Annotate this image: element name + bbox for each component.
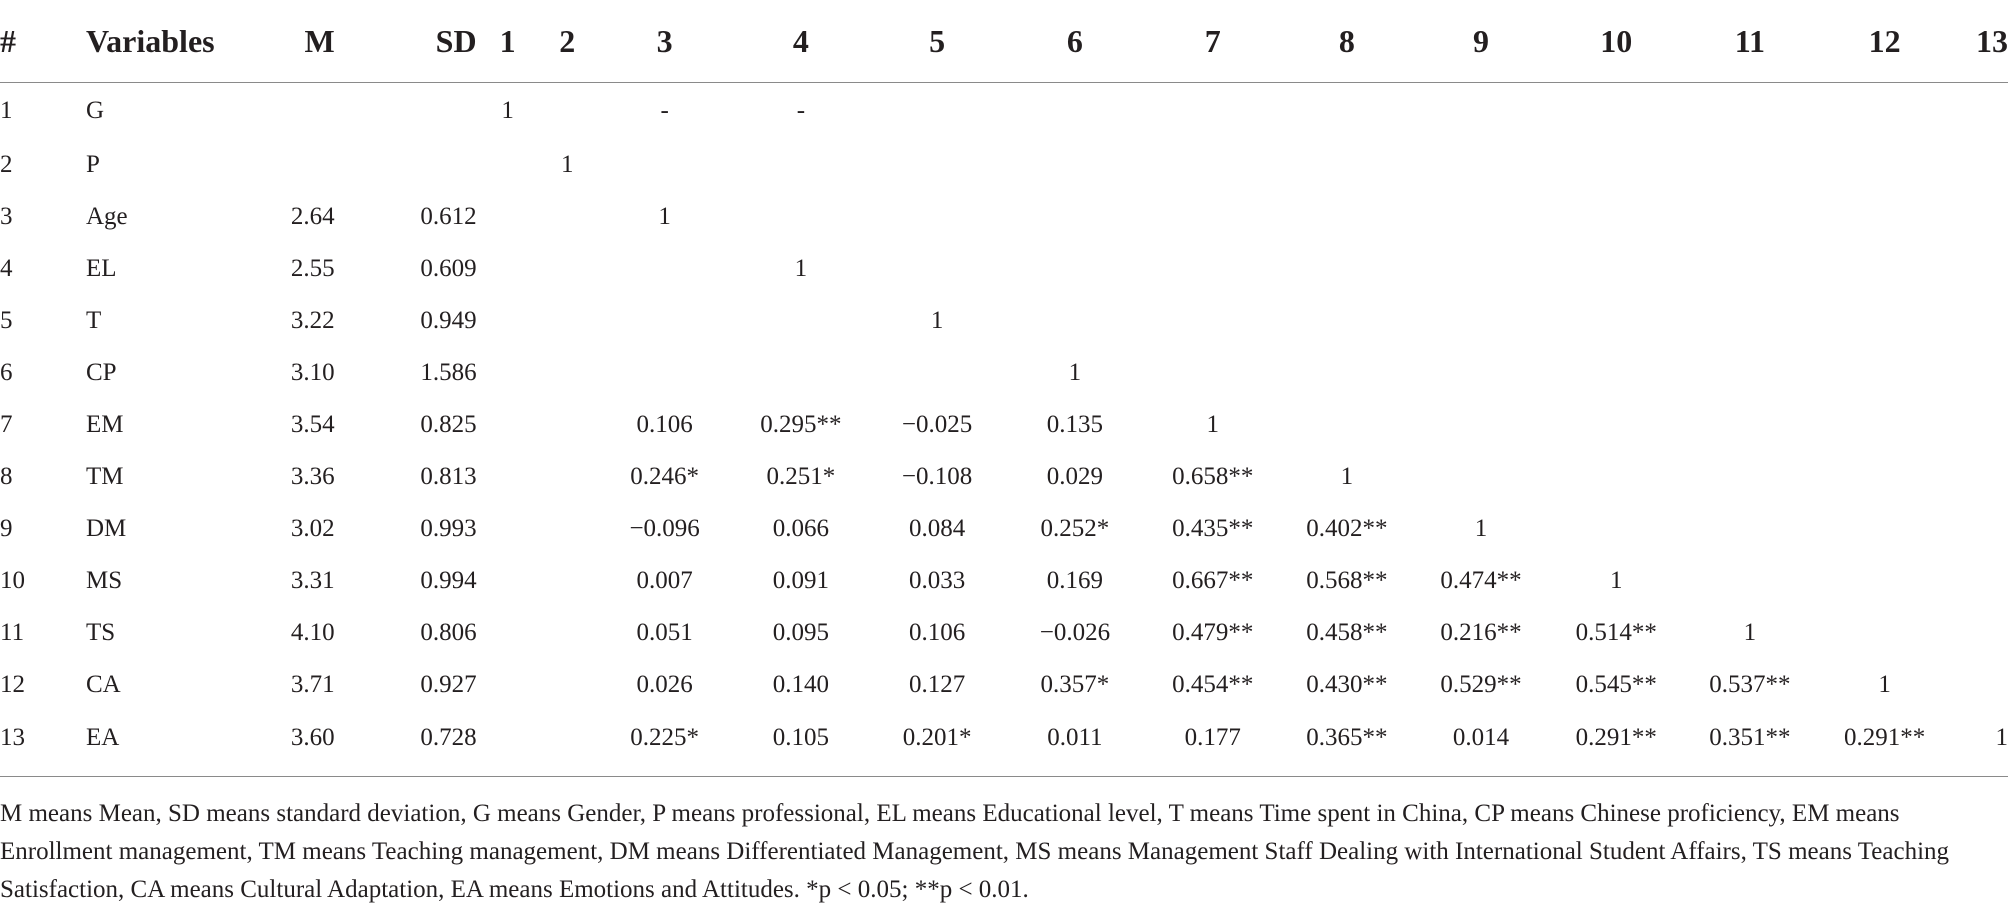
- table-cell: [539, 503, 596, 555]
- table-cell: [1144, 243, 1282, 295]
- table-cell: [231, 139, 335, 191]
- table-row: [0, 607, 2008, 659]
- table-footnote: M means Mean, SD means standard deviation, G means Gender, P means professional, EL means Educational level, T means Time spent in China, CP means Chinese proficiency, EM means Enrollment management, TM means Teaching management, DM means Differentiated Management, MS means Management Staff Dealing with International Student Affairs, TS means Teaching Satisfaction, CA means Cultural Adaptation, EA means Emotions and Attitudes. *p < 0.05; **p < 0.01.: [0, 776, 2008, 909]
- row-index: 3: [0, 203, 13, 230]
- table-cell: [1683, 451, 1818, 503]
- table-cell: [1683, 347, 1818, 399]
- table-cell: 0.514**: [1575, 619, 1657, 646]
- table-cell: [868, 83, 1006, 140]
- table-cell: [1006, 243, 1144, 295]
- table-cell: 1: [560, 151, 574, 178]
- table-cell: [1412, 451, 1550, 503]
- row-index: 1: [0, 97, 13, 124]
- table-cell: [1683, 243, 1818, 295]
- table-cell: [1952, 399, 2008, 451]
- row-index: 2: [0, 151, 13, 178]
- table-cell: [1952, 139, 2008, 191]
- table-cell: [1412, 243, 1550, 295]
- table-cell: [1952, 347, 2008, 399]
- table-cell: 0.545**: [1575, 671, 1657, 698]
- table-cell: [1683, 399, 1818, 451]
- table-cell: [1952, 295, 2008, 347]
- row-index: 4: [0, 255, 13, 282]
- table-cell: [734, 139, 869, 191]
- table-row: [0, 659, 2008, 711]
- table-cell: 0.402**: [1306, 515, 1388, 542]
- table-cell: 0.927: [420, 671, 477, 698]
- column-header: SD: [335, 0, 477, 83]
- table-cell: [1683, 503, 1818, 555]
- table-cell: 0.529**: [1440, 671, 1522, 698]
- table-cell: [1550, 295, 1683, 347]
- column-header: 5: [868, 0, 1006, 83]
- table-cell: [1550, 503, 1683, 555]
- table-cell: [734, 191, 869, 243]
- table-cell: 0.201*: [902, 724, 972, 751]
- variable-name: T: [85, 307, 102, 334]
- table-cell: [1006, 295, 1144, 347]
- table-cell: 3.31: [290, 567, 335, 594]
- table-cell: [868, 347, 1006, 399]
- table-cell: [477, 243, 539, 295]
- table-cell: [539, 243, 596, 295]
- table-cell: [1412, 139, 1550, 191]
- table-cell: [477, 659, 539, 711]
- variable-name: EL: [85, 255, 117, 282]
- table-cell: 0.994: [420, 567, 477, 594]
- column-header: #: [0, 0, 86, 83]
- table-cell: 0.091: [772, 567, 829, 594]
- table-cell: 3.22: [290, 307, 335, 334]
- variable-name: P: [85, 151, 100, 178]
- table-cell: -: [796, 97, 806, 124]
- table-cell: [1144, 83, 1282, 140]
- table-cell: [539, 191, 596, 243]
- table-cell: 0.351**: [1709, 724, 1791, 751]
- table-cell: 1: [1609, 567, 1623, 594]
- table-cell: [477, 399, 539, 451]
- table-cell: 0.667**: [1172, 567, 1254, 594]
- table-cell: [1550, 399, 1683, 451]
- table-cell: [1952, 451, 2008, 503]
- table-cell: [1412, 191, 1550, 243]
- table-cell: [1550, 451, 1683, 503]
- table-cell: [596, 139, 734, 191]
- table-cell: [1817, 191, 1952, 243]
- variable-name: Age: [85, 203, 128, 230]
- table-cell: [1683, 83, 1818, 140]
- table-cell: [1550, 243, 1683, 295]
- table-cell: 1: [1995, 724, 2008, 751]
- table-cell: 0.658**: [1172, 463, 1254, 490]
- table-cell: 0.106: [908, 619, 966, 646]
- table-cell: 0.435**: [1172, 515, 1254, 542]
- table-cell: [1282, 191, 1413, 243]
- table-cell: 0.135: [1046, 411, 1104, 438]
- column-header: 4: [734, 0, 869, 83]
- table-cell: 0.291**: [1575, 724, 1657, 751]
- table-cell: [868, 191, 1006, 243]
- table-cell: [734, 295, 869, 347]
- table-cell: [477, 347, 539, 399]
- table-cell: [1817, 347, 1952, 399]
- table-cell: [1282, 399, 1413, 451]
- column-header: 8: [1282, 0, 1413, 83]
- table-cell: 0.365**: [1306, 724, 1388, 751]
- table-cell: [1952, 83, 2008, 140]
- table-cell: 0.813: [420, 463, 477, 490]
- table-cell: [539, 555, 596, 607]
- table-row: [0, 347, 2008, 399]
- table-cell: 0.479**: [1172, 619, 1254, 646]
- table-cell: [1550, 139, 1683, 191]
- table-cell: [477, 451, 539, 503]
- column-header: 11: [1683, 0, 1818, 83]
- table-cell: [539, 295, 596, 347]
- table-cell: [1952, 607, 2008, 659]
- column-header: 9: [1412, 0, 1550, 83]
- table-cell: [1412, 399, 1550, 451]
- table-cell: [477, 139, 539, 191]
- table-cell: [1144, 191, 1282, 243]
- table-cell: [1282, 139, 1413, 191]
- table-cell: 1: [1206, 411, 1219, 438]
- row-index: 7: [0, 411, 13, 438]
- table-cell: [1282, 243, 1413, 295]
- table-cell: [539, 83, 596, 140]
- row-index: 10: [0, 567, 25, 594]
- table-cell: [596, 347, 734, 399]
- table-cell: 2.55: [290, 255, 335, 282]
- table-row: [0, 451, 2008, 503]
- table-cell: [477, 607, 539, 659]
- table-cell: −0.108: [901, 463, 973, 490]
- table-cell: [1550, 191, 1683, 243]
- table-cell: 0.568**: [1306, 567, 1388, 594]
- table-cell: 3.60: [290, 724, 335, 751]
- table-cell: 0.029: [1046, 463, 1104, 490]
- table-cell: 0.033: [908, 567, 966, 594]
- table-cell: 1: [658, 203, 671, 230]
- table-cell: [477, 191, 539, 243]
- table-cell: [1412, 347, 1550, 399]
- table-cell: 0.106: [636, 411, 693, 438]
- table-cell: 0.252*: [1040, 515, 1110, 542]
- table-cell: −0.026: [1039, 619, 1111, 646]
- table-cell: [1282, 83, 1413, 140]
- row-index: 13: [0, 724, 25, 751]
- table-cell: 0.458**: [1306, 619, 1388, 646]
- table-cell: [1683, 139, 1818, 191]
- table-cell: [1683, 191, 1818, 243]
- table-cell: [1006, 83, 1144, 140]
- table-cell: −0.025: [901, 411, 973, 438]
- table-cell: 0.609: [420, 255, 477, 282]
- table-cell: [1817, 295, 1952, 347]
- table-cell: 0.728: [420, 724, 477, 751]
- table-row: [0, 711, 2008, 765]
- table-cell: [1952, 555, 2008, 607]
- variable-name: MS: [85, 567, 123, 594]
- table-header: [0, 0, 2008, 83]
- table-cell: 0.127: [908, 671, 966, 698]
- table-cell: 0.825: [420, 411, 477, 438]
- row-index: 8: [0, 463, 13, 490]
- table-cell: 3.71: [290, 671, 335, 698]
- table-cell: [1412, 83, 1550, 140]
- table-cell: 1: [794, 255, 808, 282]
- table-cell: 0.537**: [1709, 671, 1791, 698]
- table-cell: [477, 503, 539, 555]
- table-cell: [1683, 555, 1818, 607]
- table-cell: 0.474**: [1440, 567, 1522, 594]
- table-cell: [734, 347, 869, 399]
- table-cell: [335, 83, 477, 140]
- table-cell: [868, 243, 1006, 295]
- table-cell: 1.586: [420, 359, 477, 386]
- table-cell: [596, 243, 734, 295]
- table-cell: 0.177: [1184, 724, 1241, 751]
- table-cell: [1952, 243, 2008, 295]
- table-cell: -: [660, 97, 669, 124]
- column-header: 1: [477, 0, 539, 83]
- table-cell: 0.251*: [766, 463, 836, 490]
- column-header: M: [231, 0, 335, 83]
- table-cell: 0.295**: [760, 411, 842, 438]
- column-header: Variables: [86, 0, 231, 83]
- table-cell: [1817, 399, 1952, 451]
- table-cell: 0.084: [908, 515, 966, 542]
- table-cell: 0.011: [1047, 724, 1103, 751]
- table-cell: [539, 607, 596, 659]
- table-cell: 0.026: [636, 671, 693, 698]
- table-cell: 0.007: [636, 567, 693, 594]
- table-cell: 0.454**: [1172, 671, 1254, 698]
- table-cell: [1817, 555, 1952, 607]
- table-cell: 0.105: [772, 724, 829, 751]
- table-cell: [1550, 83, 1683, 140]
- table-cell: 1: [1340, 463, 1354, 490]
- table-cell: [1683, 295, 1818, 347]
- column-header: 3: [596, 0, 734, 83]
- table-cell: 3.36: [290, 463, 335, 490]
- variable-name: EA: [85, 724, 120, 751]
- table-cell: [477, 295, 539, 347]
- row-index: 11: [0, 619, 25, 646]
- table-cell: [1006, 139, 1144, 191]
- column-header: 10: [1550, 0, 1683, 83]
- table-cell: 0.993: [420, 515, 477, 542]
- table-cell: [596, 295, 734, 347]
- table-cell: 0.225*: [630, 724, 699, 751]
- table-cell: [539, 659, 596, 711]
- table-cell: [335, 139, 477, 191]
- table-cell: [1952, 503, 2008, 555]
- row-index: 12: [0, 671, 25, 698]
- column-header: 13: [1952, 0, 2008, 83]
- table-cell: 0.291**: [1843, 724, 1926, 751]
- table-row: [0, 243, 2008, 295]
- variable-name: DM: [85, 515, 127, 542]
- table-row: [0, 295, 2008, 347]
- table-cell: 3.54: [290, 411, 335, 438]
- row-index: 6: [0, 359, 13, 386]
- table-row: [0, 555, 2008, 607]
- variable-name: TS: [85, 619, 116, 646]
- column-header: 2: [539, 0, 596, 83]
- table-cell: [868, 139, 1006, 191]
- column-header: 12: [1817, 0, 1952, 83]
- table-cell: [539, 347, 596, 399]
- table-cell: 0.430**: [1306, 671, 1388, 698]
- table-cell: 0.051: [636, 619, 693, 646]
- table-cell: 2.64: [290, 203, 335, 230]
- table-cell: [1412, 295, 1550, 347]
- table-cell: 0.095: [772, 619, 829, 646]
- column-header: 6: [1006, 0, 1144, 83]
- table-cell: 0.216**: [1440, 619, 1522, 646]
- variable-name: EM: [85, 411, 124, 438]
- table-cell: 3.02: [290, 515, 335, 542]
- table-cell: [1817, 451, 1952, 503]
- table-row: [0, 83, 2008, 140]
- table-body: [0, 83, 2008, 766]
- table-cell: [231, 83, 335, 140]
- table-cell: 0.066: [772, 515, 829, 542]
- table-cell: 0.169: [1046, 567, 1104, 594]
- table-cell: [1144, 347, 1282, 399]
- table-cell: −0.096: [629, 515, 700, 542]
- table-row: [0, 503, 2008, 555]
- row-index: 9: [0, 515, 13, 542]
- table-cell: [1550, 347, 1683, 399]
- table-cell: 0.612: [420, 203, 477, 230]
- table-cell: 1: [1068, 359, 1082, 386]
- table-cell: 3.10: [290, 359, 335, 386]
- column-header: 7: [1144, 0, 1282, 83]
- variable-name: CP: [85, 359, 117, 386]
- table-row: [0, 191, 2008, 243]
- table-cell: [1817, 83, 1952, 140]
- table-cell: [539, 399, 596, 451]
- table-cell: [477, 711, 539, 765]
- table-cell: [1282, 295, 1413, 347]
- table-cell: 1: [501, 97, 514, 124]
- table-cell: 0.140: [772, 671, 829, 698]
- table-cell: 4.10: [290, 619, 335, 646]
- table-cell: 1: [1743, 619, 1757, 646]
- table-cell: [477, 555, 539, 607]
- table-cell: [539, 711, 596, 765]
- table-cell: [1952, 191, 2008, 243]
- table-cell: 1: [1474, 515, 1488, 542]
- table-cell: [1006, 191, 1144, 243]
- table-cell: [1144, 139, 1282, 191]
- row-index: 5: [0, 307, 13, 334]
- table-cell: [1817, 607, 1952, 659]
- table-cell: 1: [1878, 671, 1891, 698]
- table-cell: [1817, 139, 1952, 191]
- table-cell: 0.246*: [630, 463, 699, 490]
- table-cell: 1: [930, 307, 944, 334]
- table-row: [0, 139, 2008, 191]
- table-cell: [1817, 503, 1952, 555]
- table-cell: 0.949: [420, 307, 477, 334]
- table-row: [0, 399, 2008, 451]
- variable-name: G: [85, 97, 105, 124]
- table-cell: 0.806: [420, 619, 477, 646]
- header-row: [0, 0, 2008, 83]
- table-cell: 0.014: [1452, 724, 1510, 751]
- table-cell: [1952, 659, 2008, 711]
- table-cell: 0.357*: [1040, 671, 1110, 698]
- table-cell: [539, 451, 596, 503]
- table-cell: [1282, 347, 1413, 399]
- variable-name: CA: [85, 671, 121, 698]
- variable-name: TM: [85, 463, 124, 490]
- table-cell: [1144, 295, 1282, 347]
- table-cell: [1817, 243, 1952, 295]
